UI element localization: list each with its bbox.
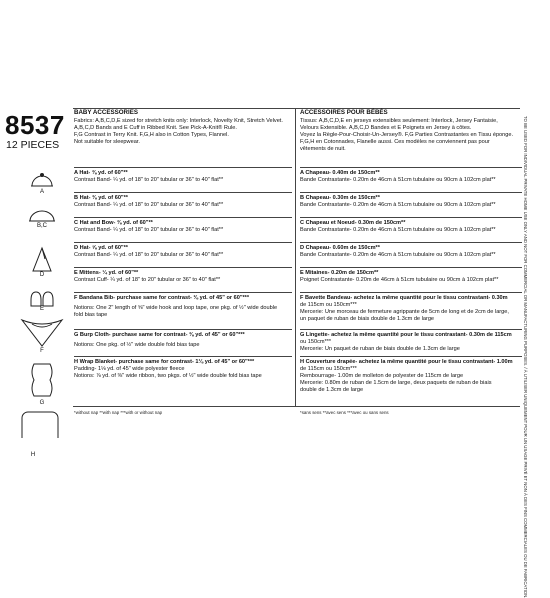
item-heading: F Bandana Bib- purchase same for contrast- ⅜ yd. of 45" or 60"*** [74,295,250,301]
item-heading: B Hat- ⅜ yd. of 60"** [74,195,128,201]
item-heading: C Chapeau et Noeud- 0.30m de 150cm** [300,220,406,226]
item-detail: Contrast Band- ¼ yd. of 18" to 20" tubular or 36" to 40" flat** [74,176,224,183]
item-heading: G Burp Cloth- purchase same for contrast- ⅜ yd. of 45" or 60"*** [74,332,245,338]
item-heading: H Wrap Blanket- purchase same for contrast- 1⅛ yd. of 45" or 60"*** [74,359,255,365]
item-detail: de 115cm ou 150cm*** [300,365,357,372]
view-label-bc: B,C [36,223,47,229]
item-detail: Mercerie: 0.80m de ruban de 1.5cm de large, deux paquets de ruban de biais [300,379,492,386]
item-detail: Bande Contrastante- 0.20m de 46cm à 51cm tubulaire ou 90cm à 102cm plat** [300,201,496,208]
english-column [74,110,292,410]
item-row [74,170,292,184]
row-separator [74,292,292,293]
row-separator [74,242,292,243]
item-heading: A Hat- ⅜ yd. of 60"** [74,170,128,176]
item-detail: Padding- 1⅛ yd. of 45" wide polyester fleece [74,365,185,372]
view-label-e: E [39,306,44,312]
row-separator [300,242,522,243]
intro-line: Tissus: A,B,C,D,E en jerseys extensibles seulement: Interlock, Jersey Fantaisie, [300,118,498,124]
row-separator [300,292,522,293]
views-illustration [18,168,64,438]
item-row [300,332,522,353]
pattern-number: 8537 [5,110,65,140]
column-divider [295,108,296,406]
english-title: BABY ACCESSORIES [74,109,138,116]
hat-d-icon [33,248,51,271]
item-row [300,270,522,284]
view-label-h: H [30,452,36,458]
item-row [74,295,292,319]
item-detail: un paquet de ruban de biais double de 1.3cm de large [300,315,435,322]
view-label-g: G [39,400,45,406]
french-intro [300,118,522,153]
intro-line: Voyez la Règle-Pour-Choisir-Un-Jersey®. F,G Parties Contrastantes en Tissu éponge. [300,131,514,138]
row-separator [300,356,522,357]
item-detail: Poignet Contrastante- 0.20m de 46cm à 51cm tubulaire ou 90cm à 102cm plat** [300,276,499,283]
intro-line: Velours Extensible. A,B,C,D Bandes et E Poignets en Jersey à côtes. [300,124,472,131]
item-row [300,220,522,234]
row-separator [300,192,522,193]
item-heading: G Lingette- achetez la même quantité pour le tissu contrastant- 0.30m de 115cm [300,332,512,338]
row-separator [300,217,522,218]
top-rule [73,108,520,109]
item-detail: Contrast Band- ¼ yd. of 18" to 20" tubular or 36" to 40" flat** [74,226,224,233]
item-heading: E Mittens- ¼ yd. of 60"** [74,270,139,276]
item-heading: D Hat- ⅝ yd. of 60"** [74,245,128,251]
item-heading: D Chapeau- 0.60m de 150cm** [300,245,380,251]
intro-line: F,G Contrast in Terry Knit. F,G,H also in Cotton Types, Flannel. [74,131,229,138]
item-detail: Notions: ⅞ yd. of ⅜" wide ribbon, two pkgs. of ½" wide double fold bias tape [74,372,262,379]
hat-b-icon [30,211,54,221]
item-row [74,195,292,209]
french-footnote: *sans sens **avec sens ***avec ou sans sens [300,410,389,415]
item-detail: Contrast Band- ¼ yd. of 18" to 20" tubular or 36" to 40" flat** [74,251,224,258]
row-separator [74,192,292,193]
item-row [74,359,292,380]
item-row [300,170,522,184]
item-heading: A Chapeau- 0.40m de 150cm** [300,170,380,176]
item-heading: H Couverture drapée- achetez la même quantité pour le tissu contrastant- 1.00m [300,359,513,365]
item-heading: E Mitaines- 0.20m de 150cm** [300,270,379,276]
item-row [74,270,292,284]
item-detail: Bande Contrastante- 0.20m de 46cm à 51cm tubulaire ou 90cm à 102cm plat** [300,226,496,233]
pieces-count: 12 PIECES [6,139,60,151]
item-heading: C Hat and Bow- ⅜ yd. of 60"** [74,220,153,226]
row-separator [74,167,292,168]
item-heading: B Chapeau- 0.30m de 150cm** [300,195,380,201]
view-label-f: F [40,348,44,354]
english-intro [74,118,292,146]
item-detail: Rembourrage- 1.00m de molleton de polyester de 115cm de large [300,372,464,379]
row-separator [74,329,292,330]
intro-line: vêtements de nuit. [300,145,346,152]
item-heading: F Bavette Bandeau- achetez la même quantité pour le tissu contrastant- 0.30m [300,295,508,301]
mittens-icon [31,292,53,306]
item-detail: Bande Contrastante- 0.20m de 46cm à 51cm tubulaire ou 90cm à 102cm plat** [300,176,496,183]
item-detail: Contrast Band- ¼ yd. of 18" to 20" tubular or 36" to 40" flat** [74,201,224,208]
item-detail: Contrast Cuff- ¼ yd. of 18" to 20" tubular or 36" to 40" flat** [74,276,221,283]
item-row [300,359,522,394]
row-separator [74,217,292,218]
item-row [74,245,292,259]
row-separator [300,267,522,268]
item-detail: Bande Contrastante- 0.20m de 46cm à 51cm tubulaire ou 90cm à 102cm plat** [300,251,496,258]
row-separator [74,356,292,357]
row-separator [300,329,522,330]
item-row [300,245,522,259]
english-footnote: *without nap **with nap ***with or without nap [74,410,163,415]
item-detail: double de 1.3cm de large [300,386,364,393]
item-row [74,332,292,349]
french-column [300,110,522,410]
intro-line: Not suitable for sleepwear. [74,138,140,145]
item-row [74,220,292,234]
item-detail: fold bias tape [74,311,108,318]
row-separator [74,267,292,268]
private-use-notice: TO BE USED FOR INDIVIDUAL PRIVATE HOME USE ONLY AND NOT FOR COMMERCIAL OR MANUFACTURING PURPOSES. / À UTILISER UNIQUEMENT POUR UN USAGE PRIVÉ ET NON À DES FINS COMMERCIALES OU DE FABRICATION. [523,116,528,598]
intro-line: Fabrics: A,B,C,D,E sized for stretch knits only: Interlock, Novelty Knit, Stretch Velvet. [74,118,283,124]
burp-cloth-icon [32,364,52,396]
item-detail: Notions: One 2" length of ⅝" wide hook and loop tape, one pkg. of ½" wide double [74,304,278,311]
item-detail: Mercerie: Une morceau de fermeture agrippante de 5cm de long et de 2cm de large, [300,308,509,315]
item-row [300,195,522,209]
hat-a-icon [32,176,52,186]
bandana-bib-icon [22,320,62,346]
item-detail: Notions: One pkg. of ½" wide double fold bias tape [74,341,200,348]
row-separator [300,167,522,168]
item-detail: ou 150cm*** [300,338,332,345]
item-row [300,295,522,323]
item-detail: de 115cm ou 150cm*** [300,301,357,308]
view-label-d: D [39,272,45,278]
view-label-a: A [39,189,44,195]
wrap-blanket-icon [22,412,58,438]
intro-line: F,G,H en Cotonnades, Flanelle aussi. Ces modèles ne conviennent pas pour [300,138,490,145]
item-detail: Mercerie: Un paquet de ruban de biais double de 1.3cm de large [300,345,460,352]
french-title: ACCESSOIRES POUR BÉBÉS [300,109,388,116]
intro-line: A,B,C,D Bands and E Cuff in Ribbed Knit. See Pick-A-Knit® Rule. [74,124,237,131]
